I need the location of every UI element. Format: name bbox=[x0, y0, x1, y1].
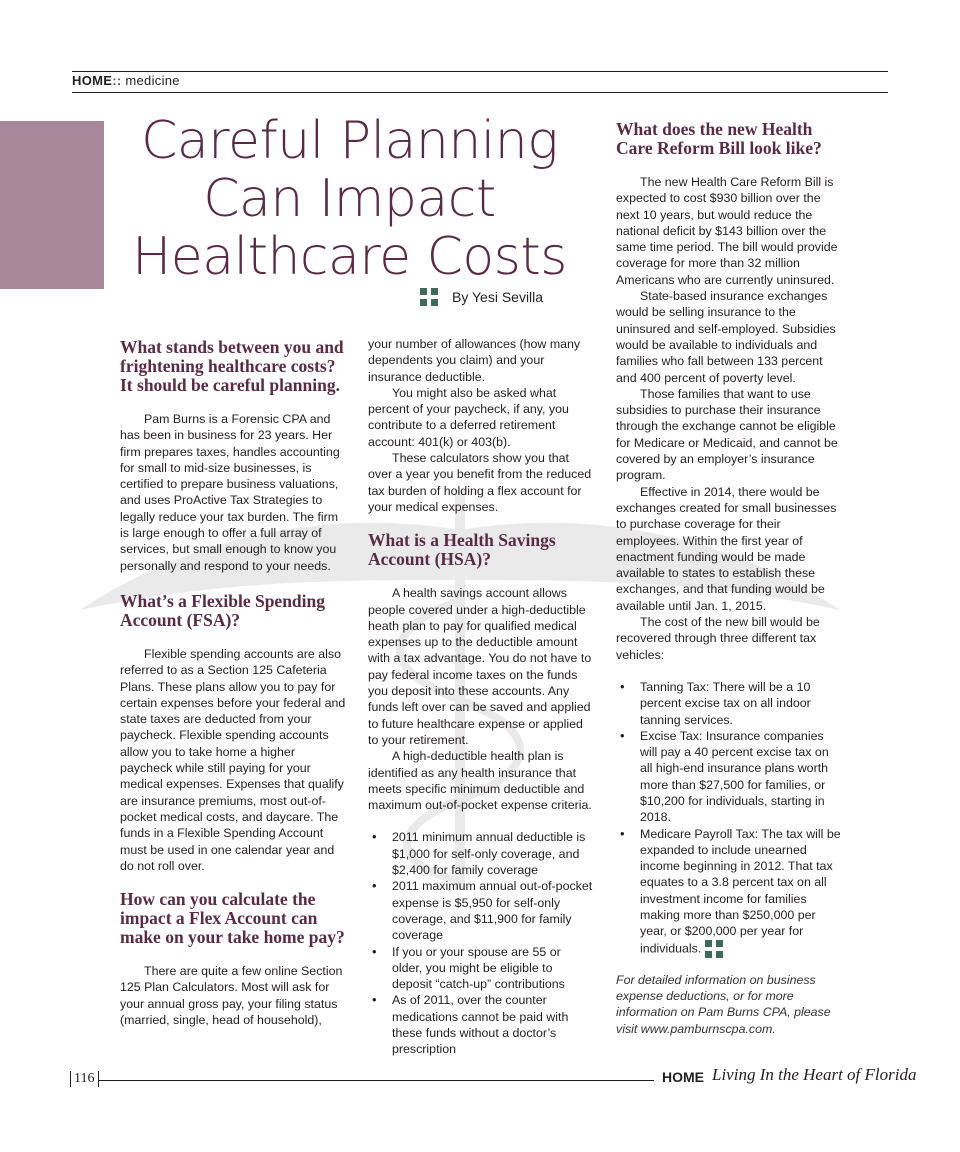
footer-page-tick bbox=[98, 1071, 99, 1087]
calc-heading: How can you calculate the impact a Flex Account can make on your take home pay? bbox=[120, 889, 345, 948]
byline-text: By Yesi Sevilla bbox=[452, 289, 544, 305]
article-title bbox=[112, 112, 587, 286]
header-section: medicine bbox=[125, 73, 180, 88]
tax-bullet-list bbox=[616, 679, 844, 958]
reform-heading: What does the new Health Care Reform Bill look like? bbox=[616, 119, 822, 158]
hsa-bullet-list bbox=[368, 829, 594, 1057]
header-home: HOME bbox=[72, 73, 113, 88]
title-line-3: Healthcare Costs bbox=[132, 227, 567, 287]
section-header bbox=[72, 73, 180, 88]
intro-paragraph: Pam Burns is a Forensic CPA and has been in business for 23 years. Her firm prepares taxes, handles accounting for small to mid-size businesses, is certified to prepare business valuations, and uses ProActive Tax Strategies to legally reduce your tax burden. The firm is large enough to offer a full array of services, but small enough to know you personally and respond to your needs. bbox=[120, 412, 340, 573]
list-item: • As of 2011, over the counter medications cannot be paid with these funds without a doctor’s prescription bbox=[392, 992, 594, 1057]
list-item: • Excise Tax: Insurance companies will pay a 40 percent excise tax on all high-end insurance plans worth more than $27,500 for families, or $10,200 for individuals, starting in 2018. bbox=[640, 728, 844, 826]
intro-heading: What stands between you and frightening healthcare costs? It should be careful planning. bbox=[120, 337, 344, 395]
footer-tagline: Living In the Heart of Florida bbox=[712, 1065, 917, 1084]
contact-note: For detailed information on business expense deductions, or for more information on Pam Burns CPA, please visit www.pamburnscpa.com. bbox=[616, 972, 831, 1036]
col2-paragraph-1: your number of allowances (how many dependents you claim) and your insurance deductible. bbox=[368, 337, 581, 384]
list-item bbox=[640, 826, 844, 958]
calc-paragraph: There are quite a few online Section 125 Plan Calculators. Most will ask for your annual gross pay, your filing status (married, single, head of household), bbox=[120, 964, 343, 1028]
hsa-paragraph: A health savings account allows people covered under a high-deductible heath plan to pay for qualified medical expenses up to the deductible amount with a tax advantage. You do not have to pay federal income taxes on the funds you deposit into these accounts. Any funds left over can be saved and applied to future healthcare expense or applied to your retirement. bbox=[368, 586, 592, 747]
column-3 bbox=[616, 120, 844, 1037]
byline bbox=[420, 288, 543, 306]
footer-home-label: HOME bbox=[662, 1069, 704, 1085]
reform-paragraph-5: The cost of the new bill would be recovered through three different tax vehicles: bbox=[616, 615, 820, 662]
decorative-color-block bbox=[0, 121, 104, 289]
col2-paragraph-2: You might also be asked what percent of your paycheck, if any, you contribute to a deferred retirement account: 401(k) or 403(b). bbox=[368, 385, 569, 449]
end-mark-icon bbox=[705, 940, 723, 958]
top-rule bbox=[72, 71, 888, 72]
bullet-text: Medicare Payroll Tax: The tax will be expanded to include unearned income beginning in 2012. That tax equates to a 3.8 percent tax on all investment income for families making more than $250,000 per year, or $200,000 per year for individuals. bbox=[640, 826, 841, 955]
header-rule bbox=[72, 92, 888, 93]
hdhp-paragraph: A high-deductible health plan is identified as any health insurance that meets specific minimum deductible and maximum out-of-pocket expense criteria. bbox=[368, 749, 592, 813]
header-separator: :: bbox=[112, 73, 122, 88]
reform-paragraph-2: State-based insurance exchanges would be selling insurance to the uninsured and self-employed. Subsidies would be available to individuals and families who fall between 133 percent and 400 percent of poverty level. bbox=[616, 289, 836, 385]
fsa-paragraph: Flexible spending accounts are also referred to as a Section 125 Cafeteria Plans. These plans allow you to pay for certain expenses before your federal and state taxes are deducted from your paycheck. Flexible spending accounts allow you to take home a higher paycheck while still paying for your medical expenses. Expenses that qualify are insurance premiums, most out-of-pocket medical costs, and daycare. The funds in a Flexible Spending Account must be used in one calendar year and do not roll over. bbox=[120, 646, 346, 873]
reform-paragraph-3: Those families that want to use subsidies to purchase their insurance through the exchange cannot be eligible for Medicare or Medicaid, and cannot be covered by an employer’s insurance program. bbox=[616, 386, 838, 483]
column-1 bbox=[120, 338, 346, 1028]
col2-paragraph-3: These calculators show you that over a year you benefit from the reduced tax burden of holding a flex account for your medical expenses. bbox=[368, 451, 592, 514]
list-item: • Tanning Tax: There will be a 10 percent excise tax on all indoor tanning services. bbox=[640, 679, 844, 728]
column-2 bbox=[368, 336, 594, 1058]
title-line-1: Careful Planning bbox=[141, 111, 558, 171]
title-line-2: Can Impact bbox=[203, 169, 496, 229]
page-number: 116 bbox=[74, 1071, 95, 1086]
hsa-heading: What is a Health Savings Account (HSA)? bbox=[368, 530, 556, 570]
footer-rule bbox=[98, 1080, 654, 1081]
fsa-heading: What’s a Flexible Spending Account (FSA)? bbox=[120, 590, 326, 630]
ornament-dots-icon bbox=[420, 288, 438, 306]
list-item: • 2011 minimum annual deductible is $1,000 for self-only coverage, and $2,400 for family coverage bbox=[392, 829, 594, 878]
list-item: • 2011 maximum annual out-of-pocket expense is $5,950 for self-only coverage, and $11,900 for family coverage bbox=[392, 878, 594, 943]
reform-paragraph-1: The new Health Care Reform Bill is expected to cost $930 billion over the next 10 years, but would reduce the national deficit by $143 billion over the same time period. The bill would provide coverage for more than 32 million Americans who are currently uninsured. bbox=[616, 175, 838, 287]
reform-paragraph-4: Effective in 2014, there would be exchanges created for small businesses to purchase coverage for their employees. Within the first year of enactment funding would be made available to states to establish these exchanges, and that funding would be available until Jan. 1, 2015. bbox=[616, 484, 837, 613]
footer-left-tick bbox=[70, 1071, 71, 1087]
list-item: • If you or your spouse are 55 or older, you might be eligible to deposit “catch-up” contributions bbox=[392, 944, 594, 993]
